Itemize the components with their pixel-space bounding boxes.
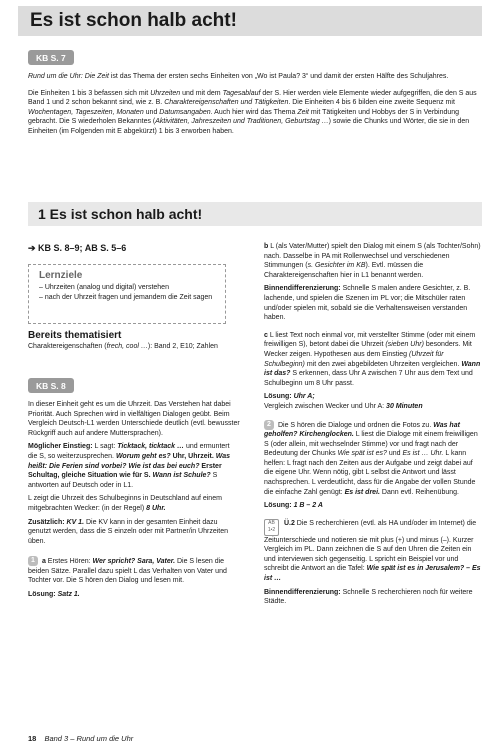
exercise-u2-text (264, 520, 481, 582)
text-run: frech, cool … (106, 343, 148, 350)
text-run: Die KV kann in der gesamten Einheit dazu genutzt werden, dass die S einzeln oder mit Partner/in Uhrzeiten üben. (28, 518, 228, 545)
task-2 (264, 420, 482, 498)
text-run: (Uhrzeit für Schulbeginn) (264, 350, 444, 368)
text-run: 1 B – 2 A (293, 502, 323, 510)
task-b-differentiation (264, 284, 482, 322)
right-column-text (264, 242, 482, 611)
text-run: Was heißt: Die Ferien sind vorbei? Wie ist das bei euch? (28, 452, 231, 470)
task-a-text (28, 558, 227, 584)
text-run: Es ist … Uhr. (402, 450, 444, 458)
text-run: Vergleich zwischen Wecker und Uhr A: (264, 402, 387, 410)
text-run: Was hat geholfen? Kirchenglocken. (264, 421, 460, 438)
text-run: In dieser Einheit geht es um die Uhrzeit. Das Verstehen hat dabei Priorität. Auch Sprechen wird in vielfältigen Dialogen geübt. Beim Vergleich Deutsch-L1 werden Unterschiede deutlich (evtl. bewusster Rückgriff auch auf andere Muttersprachen). (28, 401, 240, 437)
task-2-text (264, 421, 478, 495)
text-run: Möglicher Einstieg: (28, 443, 93, 451)
text-run: besonders. Mit Wecker zeigen. Hypothesen aus dem Einstieg (264, 341, 472, 358)
kb-tag-s7: KB S. 7 (28, 50, 74, 65)
text-run: Satz 1. (57, 590, 80, 598)
text-run: Uhr A; (293, 393, 315, 401)
text-run: Uhrzeiten (150, 89, 181, 97)
text-run: Wann ist Schule? (152, 472, 211, 480)
task-c (264, 331, 482, 389)
text-run: Uhr, Uhrzeit. (170, 452, 216, 460)
text-run: L liest die Dialoge mit einem freiwilligen S (oder allein, mit wechselnder Stimme) vor und fragt nach der Bedeutung der Chunks (264, 430, 478, 458)
text-run: Die S hören die Dialoge und ordnen die Fotos zu. (277, 421, 434, 429)
title-banner (18, 6, 482, 36)
page-number: 18 (28, 734, 37, 743)
text-run: und (386, 450, 403, 458)
text-run: ist das Thema der ersten sechs Einheiten von „Wo ist Paula? 3“ und damit der ersten Hälfte des Schuljahres. (108, 73, 449, 80)
text-run: Binnendifferenzierung: (264, 588, 341, 596)
left-paragraph (28, 400, 240, 438)
left-paragraph (28, 494, 240, 513)
text-run: L kann helfen: L fragt nach den Zeiten aus der Aufgabe und zeigt dabei auf die eigene Uhr. Wenn nötig, gibt L selbst die Antwort und lässt nachsprechen. L verdeutlicht, dass für die Angabe der vollen Stunde die einfache Zahl genügt: (264, 450, 476, 496)
text-run: und mit dem (180, 89, 223, 97)
text-run: Wer spricht? Sara, Vater. (92, 558, 176, 566)
kb-tag-s8: KB S. 8 (28, 378, 74, 393)
text-run: Erstes Hören: (45, 558, 93, 566)
text-run: Binnendifferenzierung: (264, 285, 341, 293)
text-run: Datumsangaben (159, 108, 211, 116)
text-run: Wochentagen, Tageszeiten, Monaten (28, 108, 144, 116)
exercise-u2 (264, 519, 482, 584)
task-a (28, 556, 240, 586)
text-run: Lösung: (264, 393, 294, 401)
text-run: Die S recherchieren (evtl. als HA und/oder im Internet) die Zeitunterschiede und notieren sie mit plus (+) und minus (–). Kurzer Vergleich im PL. Dann zeichnen die S auf den Uhren die Zeiten ein und interviewen sich gegenseitig. L spricht ein Beispiel vor und schreibt die Antwort an die Tafel: (264, 519, 477, 573)
text-run: Charaktereigenschaften ( (28, 343, 107, 350)
section-title: 1 Es ist schon halb acht! (38, 206, 203, 222)
text-run: Wie spät ist es in Jerusalem? – Es ist … (264, 565, 481, 583)
left-paragraph (28, 442, 240, 490)
lernziele-list (39, 283, 219, 302)
text-run: c (264, 331, 268, 339)
footer-text: Band 3 – Rund um die Uhr (44, 734, 134, 743)
task-c-solution (264, 392, 482, 402)
text-run: 8 Uhr. (146, 504, 166, 512)
text-run: Lösung: (28, 590, 58, 598)
left-column-text (28, 400, 240, 604)
text-run: Wann ist das? (264, 360, 481, 378)
text-run: Zusätzlich: (28, 518, 67, 526)
text-run: Ü.2 (283, 519, 295, 527)
text-run: Dann evtl. Reihenübung. (379, 488, 459, 496)
text-run: L zeigt die Uhrzeit des Schulbeginns in Deutschland auf einem mitgebrachten Wecker: (in der Regel) (28, 495, 222, 512)
text-run: ): Band 2, E10; Zahlen (147, 343, 218, 350)
text-run: L sagt: (92, 443, 118, 451)
text-run: S erkennen, dass Uhr A zwischen 7 Uhr aus dem Text und Schulbeginn um 8 Uhr passt. (264, 370, 473, 387)
bereits-block (28, 330, 224, 352)
text-run: mit den zwei abgebildeten Uhrzeiten vergleichen. (304, 360, 462, 368)
text-run: L liest Text noch einmal vor, mit verstellter Stimme (oder mit einem freiwilligen S), betont dabei die Uhrzeit (264, 331, 476, 349)
text-run: mit Tätigkeiten und Hobbys der S in Verbindung gebracht. Die S wiederholen Bekanntes ( (28, 108, 460, 126)
text-run: ). Evtl. müssen die Charaktereigenschaften hier in L1 benannt werden. (264, 262, 424, 279)
text-run: Zeit (297, 108, 309, 116)
left-paragraph (28, 518, 240, 547)
task-c-comparison (264, 402, 482, 412)
text-run: ) sowie die Chunks und Wörter, die sie in den Einheiten (im Folgenden mit E abgekürzt) 1 bis 3 erworben haben. (28, 118, 470, 135)
text-run: Aktivitäten, Jahreszeiten und Traditionen, Geburtstag … (155, 118, 329, 126)
text-run: Ticktack, ticktack … (117, 443, 185, 451)
task-a-solution (28, 590, 240, 600)
text-run: Tagesablauf (222, 89, 261, 97)
text-run: Charaktereigenschaften und Tätigkeiten (164, 99, 289, 107)
lernziele-title: Lernziele (39, 270, 83, 281)
workbook-icon-pages: 1•2 (267, 526, 276, 533)
task-b (264, 242, 482, 280)
kb-ab-reference: ➔ KB S. 8–9; AB S. 5–6 (28, 243, 127, 253)
text-run: KV 1. (66, 518, 85, 526)
task-2-solution (264, 501, 482, 511)
text-run: (sieben Uhr) (385, 341, 424, 349)
text-run: b (264, 243, 269, 250)
audio-track-icon: 2 (264, 420, 274, 430)
text-run: s. Gesichter im KB (307, 262, 366, 270)
text-run: Worum geht es? (115, 452, 171, 460)
text-run: S antworten auf Deutsch oder in L1. (28, 472, 218, 489)
text-run: 30 Minuten (386, 402, 423, 410)
audio-track-icon: 1 (28, 556, 38, 566)
intro-block (28, 72, 480, 141)
text-run: Es ist drei. (344, 488, 380, 496)
intro-paragraph (28, 72, 480, 82)
text-run: . Auch hier wird das Thema (210, 108, 298, 116)
page-title: Es ist schon halb acht! (30, 10, 237, 31)
lernziele-item: – Uhrzeiten (analog und digital) verstehen (39, 284, 169, 291)
text-run: a (41, 558, 46, 566)
text-run: L (als Vater/Mutter) spielt den Dialog mit einem S (als Tochter/Sohn) nach. Dasselbe in PA mit Rollenwechsel und verschiedenen Stimmungen ( (264, 243, 481, 270)
text-run: und (143, 108, 160, 116)
text-run: Die Einheiten 1 bis 3 befassen sich mit (28, 89, 151, 97)
text-run: und ermuntert die S, so weiterzusprechen. (28, 443, 230, 460)
page-footer (28, 734, 133, 743)
bereits-title: Bereits thematisiert (28, 330, 122, 341)
text-run: Die S lesen die beiden Sätze. Parallel dazu spielt L das Verhalten von Vater und Tochter vor. Die S hören den Dialog und lesen mit. (28, 558, 227, 585)
text-run: Schnelle S malen andere Gesichter, z. B. lachende, und spielen die Szenen im PL vor; die Mitschüler raten und/oder spielen mit, sobald sie die Verhaltensweisen verstanden haben. (264, 285, 471, 322)
section-banner (28, 202, 482, 226)
text-run: Rund um die Uhr: Die Zeit (28, 73, 109, 80)
text-run: Wie spät ist es? (337, 450, 387, 458)
bereits-text (28, 342, 224, 352)
text-run: Lösung: (264, 502, 294, 510)
text-run: Schnelle S recherchieren noch für weitere Städte. (264, 588, 473, 606)
overview-paragraph (28, 89, 480, 137)
text-run: Erster Schultag, gleiche Situation wie für S. (28, 462, 222, 480)
text-run: der S. Hier werden viele Elemente wieder aufgegriffen, die den S aus Band 1 und 2 schon bekannt sind, wie z. B. (28, 89, 477, 107)
workbook-icon (264, 519, 279, 536)
lernziele-item: – nach der Uhrzeit fragen und jemandem die Zeit sagen (39, 293, 213, 301)
workbook-icon-label: AB (268, 519, 275, 526)
lernziele-box (28, 264, 226, 324)
exercise-u2-differentiation (264, 588, 482, 607)
text-run: . Die Einheiten 4 bis 6 bilden eine zweite Sequenz mit (288, 99, 455, 107)
